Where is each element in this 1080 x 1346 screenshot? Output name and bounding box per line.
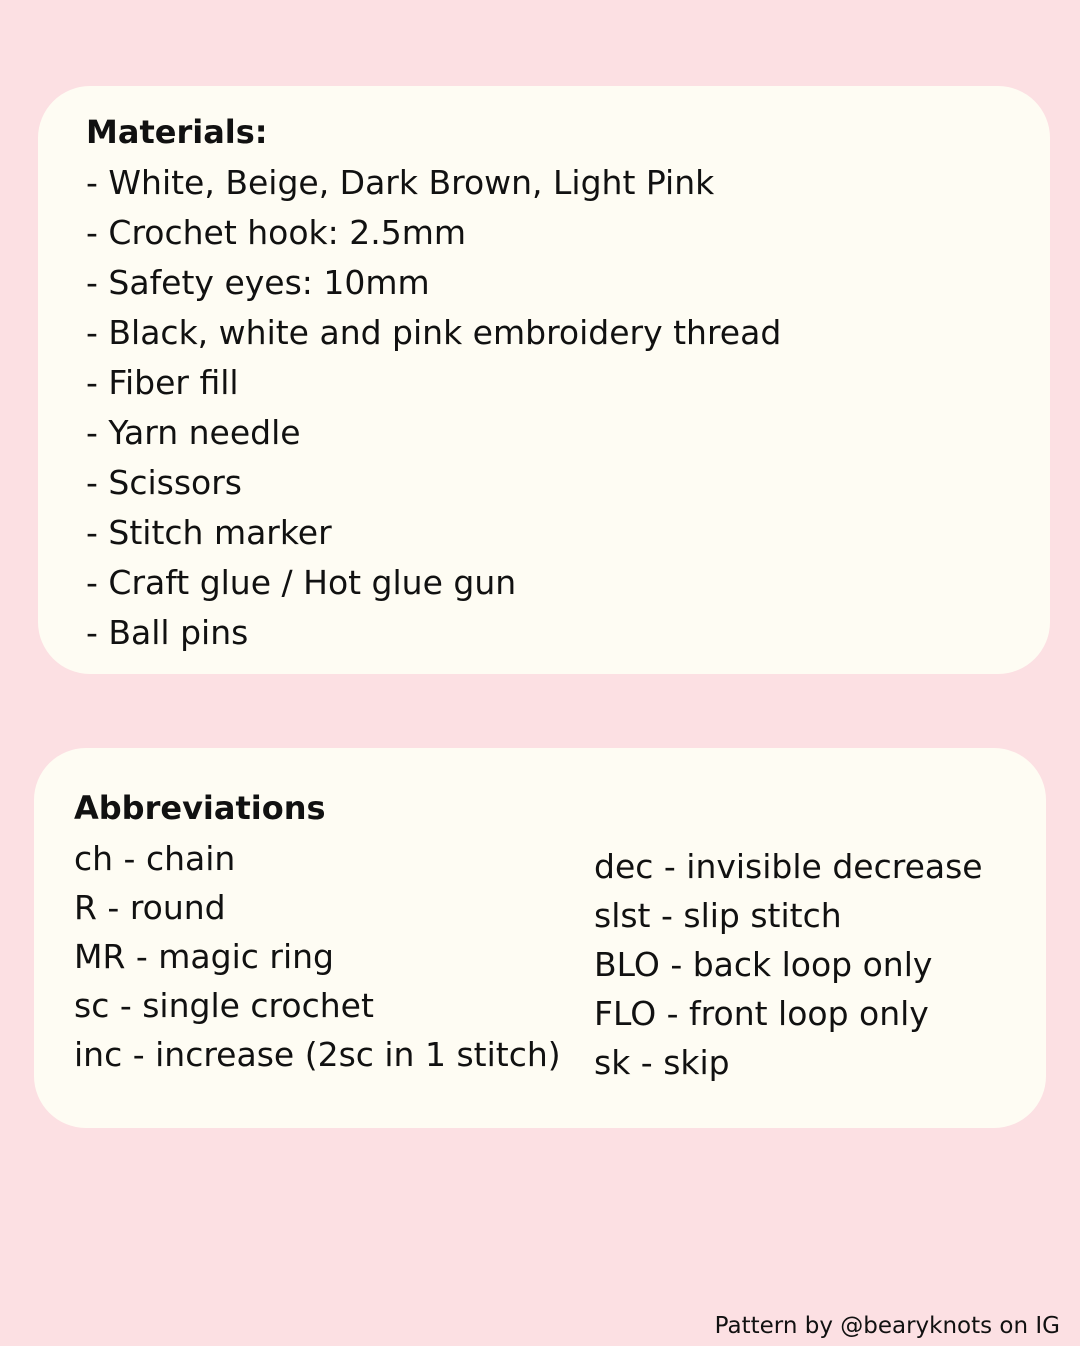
materials-item: - White, Beige, Dark Brown, Light Pink: [86, 163, 715, 202]
abbreviations-card: [34, 748, 1046, 1128]
materials-item: - Yarn needle: [86, 413, 301, 452]
materials-item: - Safety eyes: 10mm: [86, 263, 430, 302]
abbreviation-item: dec - invisible decrease: [594, 847, 983, 886]
abbreviation-item: ch - chain: [74, 839, 236, 878]
materials-item: - Scissors: [86, 463, 242, 502]
abbreviation-item: FLO - front loop only: [594, 994, 929, 1033]
materials-item: - Fiber fill: [86, 363, 239, 402]
abbreviation-item: slst - slip stitch: [594, 896, 842, 935]
abbreviation-item: MR - magic ring: [74, 937, 335, 976]
abbreviations-heading: Abbreviations: [74, 789, 326, 827]
abbreviation-item: sk - skip: [594, 1043, 730, 1082]
materials-card: [38, 86, 1050, 674]
abbreviations-left-column: [74, 834, 561, 1079]
materials-item: - Crochet hook: 2.5mm: [86, 213, 467, 252]
materials-item: - Black, white and pink embroidery thread: [86, 313, 782, 352]
materials-list: [86, 158, 1050, 658]
materials-item: - Ball pins: [86, 613, 249, 652]
abbreviation-item: sc - single crochet: [74, 986, 374, 1025]
materials-item: - Stitch marker: [86, 513, 332, 552]
materials-heading: Materials:: [86, 113, 268, 151]
abbreviations-right-column: [594, 842, 983, 1087]
abbreviation-item: R - round: [74, 888, 226, 927]
pattern-credit: Pattern by @bearyknots on IG: [714, 1313, 1060, 1339]
materials-item: - Craft glue / Hot glue gun: [86, 563, 517, 602]
abbreviation-item: inc - increase (2sc in 1 stitch): [74, 1035, 561, 1074]
abbreviation-item: BLO - back loop only: [594, 945, 933, 984]
